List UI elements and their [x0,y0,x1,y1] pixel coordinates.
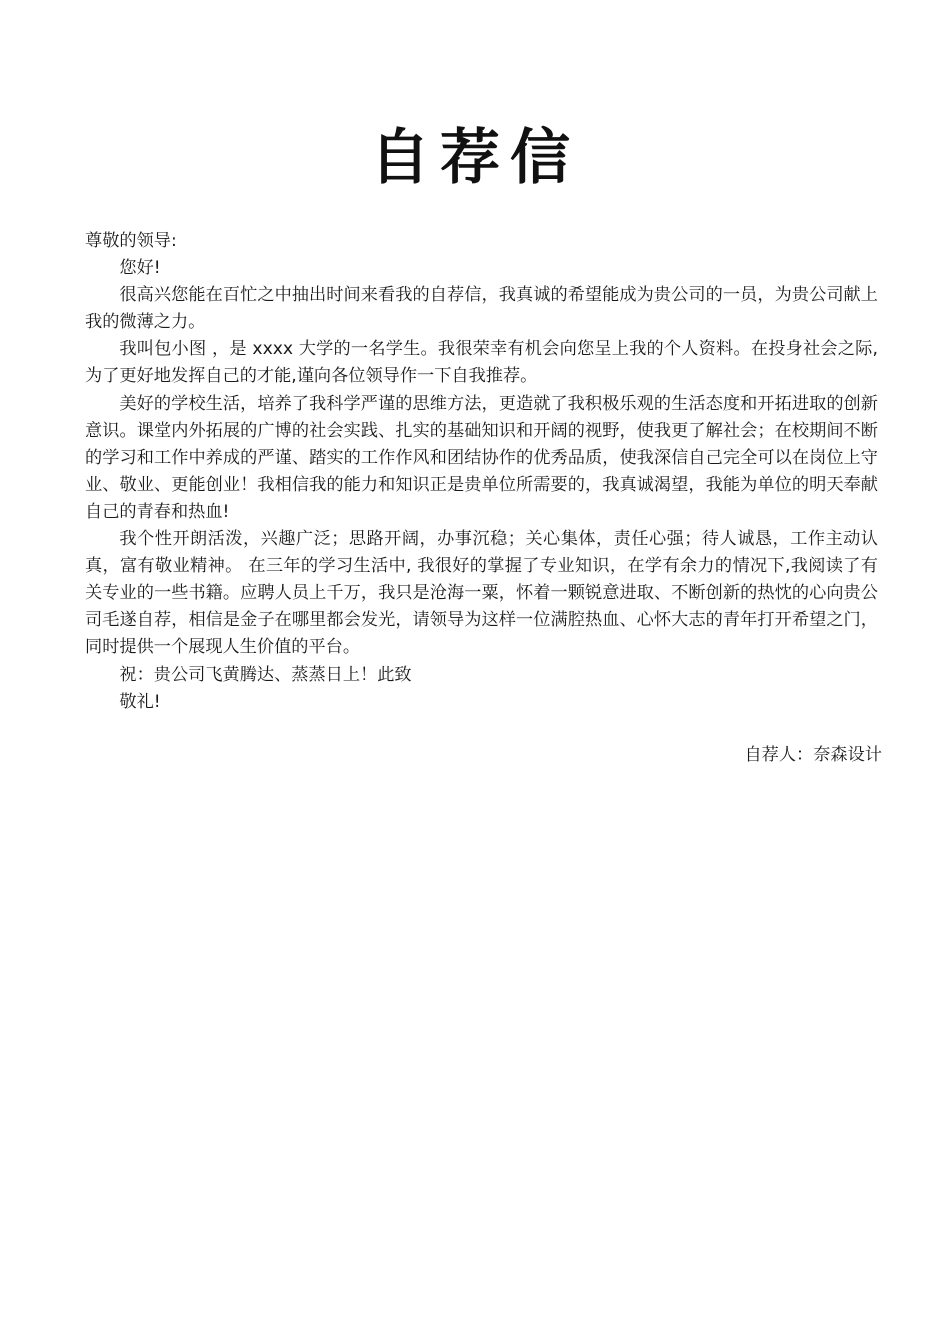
greeting-paragraph: 您好! [119,258,161,279]
salutation: 尊敬的领导: [85,231,177,251]
wishes-paragraph: 祝：贵公司飞黄腾达、蒸蒸日上！此致 [119,664,412,685]
signature: 自荐人：奈森设计 [744,745,882,765]
school-life-paragraph: 美好的学校生活，培养了我科学严谨的思维方法，更造就了我积极乐观的生活态度和开拓进取的创新意识。课堂内外拓展的广博的社会实践、扎实的基础知识和开阔的视野，使我更了解社会；在校期间不断的学习和工作中养成的严谨、踏实的工作作风和团结协作的优秀品质，使我深信自己完全可以在岗位上守业、敬业、更能创业！我相信我的能力和知识正是贵单位所需要的，我真诚渴望，我能为单位的明天奉献自己的青春和热血! [85,393,878,522]
self-introduction-paragraph: 我叫包小图 ，是 xxxx 大学的一名学生。我很荣幸有机会向您呈上我的个人资料。在投身社会之际,为了更好地发挥自己的才能,谨向各位领导作一下自我推荐。 [85,339,878,387]
personality-paragraph: 我个性开朗活泼，兴趣广泛；思路开阔，办事沉稳；关心集体，责任心强；待人诚恳，工作主动认真，富有敬业精神。 在三年的学习生活中, 我很好的掌握了专业知识，在学有余力的情况下,我阅读了有关专业的一些书籍。应聘人员上千万，我只是沧海一粟，怀着一颗锐意进取、不断创新的热忱的心向贵公司毛遂自荐，相信是金子在哪里都会发光，请领导为这样一位满腔热血、心怀大志的青年打开希望之门，同时提供一个展现人生价值的平台。 [85,529,878,658]
closing-paragraph: 敬礼! [119,691,161,712]
intro-paragraph: 很高兴您能在百忙之中抽出时间来看我的自荐信，我真诚的希望能成为贵公司的一员，为贵公司献上我的微薄之力。 [85,285,878,333]
document-title: 自荐信 [370,123,580,193]
letter-body [85,228,878,716]
